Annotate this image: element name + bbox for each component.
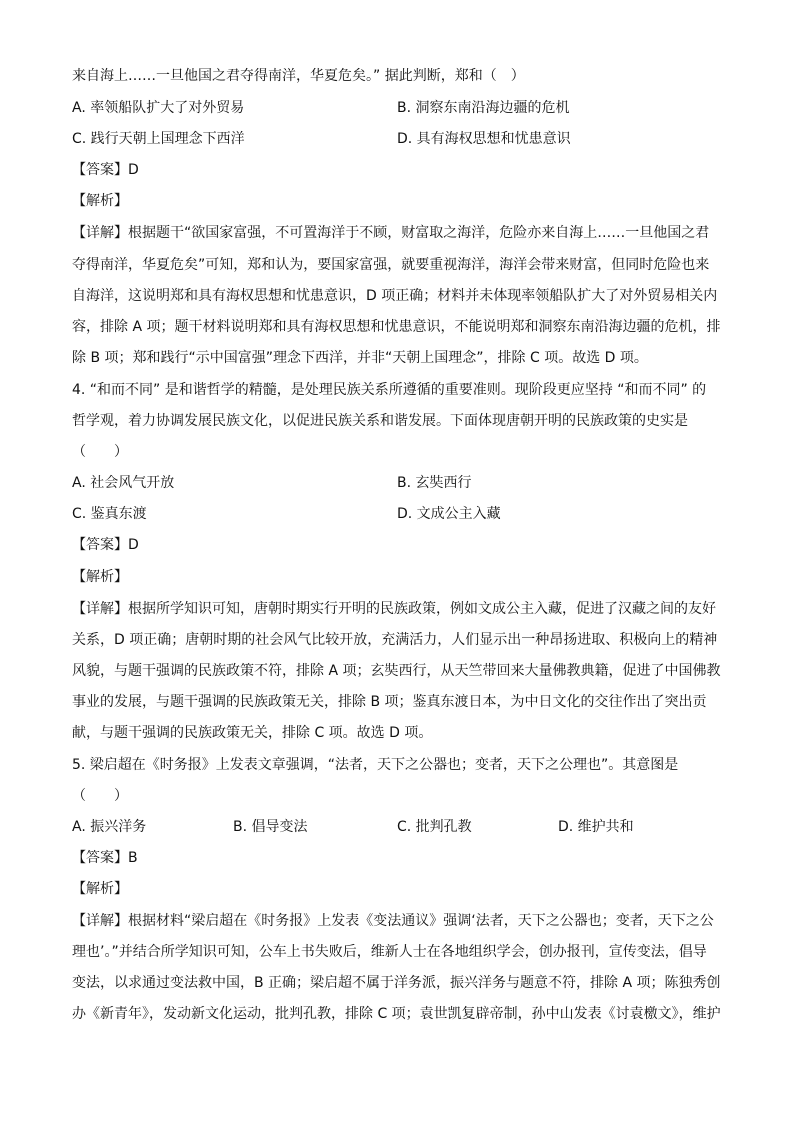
q4-option-c: C. 鉴真东渡 (72, 506, 147, 522)
q4-stem-line: 4. “和而不同” 是和谐哲学的精髓，是处理民族关系所遵循的重要准则。现阶段更应坚持 “和而不同” 的 (72, 382, 707, 398)
q3-detail-line: 除 B 项；郑和践行“示中国富强”理念下西洋，并非“天朝上国理念”，排除 C 项。故选 D 项。 (72, 350, 648, 366)
q5-option-b: B. 倡导变法 (233, 819, 308, 835)
q3-detail-line: 容，排除 A 项；题干材料说明郑和具有海权思想和忧患意识，不能说明郑和洞察东南沿海边疆的危机，排 (72, 319, 721, 335)
q3-option-d: D. 具有海权思想和忧患意识 (397, 131, 571, 147)
q4-answer: 【答案】D (72, 537, 139, 553)
q5-answer: 【答案】B (72, 850, 138, 866)
q5-analysis-heading: 【解析】 (72, 881, 128, 897)
q3-stem: 来自海上……一旦他国之君夺得南洋，华夏危矣。” 据此判断，郑和（ ） (72, 68, 525, 84)
q4-stem-line: 哲学观，着力协调发展民族文化，以促进民族关系和谐发展。下面体现唐朝开明的民族政策的史实是 (72, 413, 688, 429)
q3-detail-line: 【详解】根据题干“欲国家富强，不可置海洋于不顾，财富取之海洋，危险亦来自海上……一旦他国之君 (72, 225, 710, 241)
q5-detail-line: 办《新青年》，发动新文化运动，批判孔教，排除 C 项；袁世凯复辟帝制，孙中山发表《讨袁檄文》，维护 (72, 1006, 721, 1022)
q3-option-a: A. 率领船队扩大了对外贸易 (72, 100, 245, 116)
q5-option-d: D. 维护共和 (558, 819, 634, 835)
q4-option-d: D. 文成公主入藏 (397, 506, 501, 522)
q3-analysis-heading: 【解析】 (72, 193, 128, 209)
q3-answer: 【答案】D (72, 162, 139, 178)
q4-option-b: B. 玄奘西行 (397, 475, 472, 491)
q4-analysis-heading: 【解析】 (72, 569, 128, 585)
q3-detail-line: 夺得南洋，华夏危矣”可知，郑和认为，要国家富强，就要重视海洋，海洋会带来财富，但同时危险也来 (72, 257, 710, 273)
q3-detail-line: 自海洋，这说明郑和具有海权思想和忧患意识，D 项正确；材料并未体现率领船队扩大了对外贸易相关内 (72, 288, 718, 304)
q4-detail-line: 风貌，与题干强调的民族政策不符，排除 A 项；玄奘西行，从天竺带回来大量佛教典籍，促进了中国佛教 (72, 663, 721, 679)
q4-detail-line: 【详解】根据所学知识可知，唐朝时期实行开明的民族政策，例如文成公主入藏，促进了汉藏之间的友好 (72, 601, 716, 617)
q3-option-b: B. 洞察东南沿海边疆的危机 (397, 100, 570, 116)
q4-stem-line: （ ） (72, 444, 128, 460)
q5-detail-line: 理也’。”并结合所学知识可知，公车上书失败后，维新人士在各地组织学会，创办报刊，宣传变法，倡导 (72, 944, 707, 960)
q5-option-c: C. 批判孔教 (397, 819, 472, 835)
q4-detail-line: 事业的发展，与题干强调的民族政策无关，排除 B 项；鉴真东渡日本，为中日文化的交往作出了突出贡 (72, 694, 707, 710)
q4-detail-line: 关系，D 项正确；唐朝时期的社会风气比较开放，充满活力，人们显示出一种昂扬进取、积极向上的精神 (72, 632, 718, 648)
q5-detail-line: 变法，以求通过变法救中国，B 正确；梁启超不属于洋务派，振兴洋务与题意不符，排除 A 项；陈独秀创 (72, 975, 721, 991)
q5-stem-line: （ ） (72, 788, 128, 804)
q5-stem-line: 5. 梁启超在《时务报》上发表文章强调，“法者，天下之公器也；变者，天下之公理也”。其意图是 (72, 757, 679, 773)
q4-option-a: A. 社会风气开放 (72, 475, 175, 491)
q4-detail-line: 献，与题干强调的民族政策无关，排除 C 项。故选 D 项。 (72, 725, 433, 741)
q5-detail-line: 【详解】根据材料“梁启超在《时务报》上发表《变法通议》强调‘法者，天下之公器也；变者，天下之公 (72, 913, 714, 929)
q5-option-a: A. 振兴洋务 (72, 819, 147, 835)
q3-option-c: C. 践行天朝上国理念下西洋 (72, 131, 245, 147)
